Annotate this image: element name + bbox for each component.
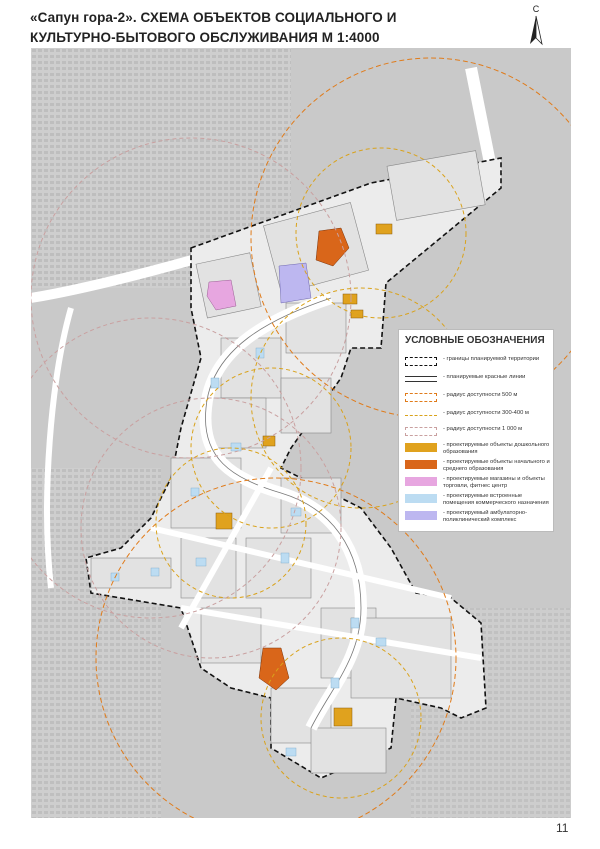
title-line-2: КУЛЬТУРНО-БЫТОВОГО ОБСЛУЖИВАНИЯ М 1:4000: [30, 30, 380, 45]
legend-swatch: [405, 415, 437, 416]
page-title: [30, 8, 500, 48]
legend-item-clinic: - проектируемый амбулаторно-поликлинический комплекс: [405, 510, 551, 524]
legend-swatch: [405, 443, 437, 452]
title-line-1: «Сапун гора-2». СХЕМА ОБЪЕКТОВ СОЦИАЛЬНОГО И: [30, 10, 397, 25]
legend-swatch: [405, 477, 437, 486]
existing-buildings-sw: [31, 468, 161, 818]
legend-swatch: [405, 427, 437, 436]
legend-item-radius-500: - радиус доступности 500 м: [405, 392, 551, 406]
legend-item-radius-1000: - радиус доступности 1 000 м: [405, 426, 551, 440]
legend-swatch: [405, 460, 437, 469]
compass-label: С: [532, 4, 540, 14]
map-legend: [398, 329, 554, 532]
north-compass: [526, 4, 546, 48]
legend-swatch: [405, 511, 437, 520]
legend-item-radius-300-400: - радиус доступности 300-400 м: [405, 410, 551, 424]
legend-swatch: [405, 376, 437, 382]
page-number: 11: [556, 821, 569, 835]
legend-item-red-lines: - планируемые красные линии: [405, 374, 551, 388]
clinic-building: [279, 263, 311, 303]
legend-item-commercial: - проектируемые встроенные помещения коммерческого назначения: [405, 493, 551, 507]
legend-item-boundary: - границы планируемой территории: [405, 356, 551, 370]
legend-item-retail: - проектируемые магазины и объекты торговли, фитнес центр: [405, 476, 551, 490]
legend-swatch: [405, 357, 437, 366]
legend-item-preschool: - проектируемые объекты дошкольного образования: [405, 442, 551, 456]
north-arrow-icon: [526, 4, 546, 48]
legend-swatch: [405, 494, 437, 503]
legend-swatch: [405, 393, 437, 402]
legend-item-school: - проектируемые объекты начального и среднего образования: [405, 459, 551, 473]
legend-title: УСЛОВНЫЕ ОБОЗНАЧЕНИЯ: [405, 335, 545, 346]
